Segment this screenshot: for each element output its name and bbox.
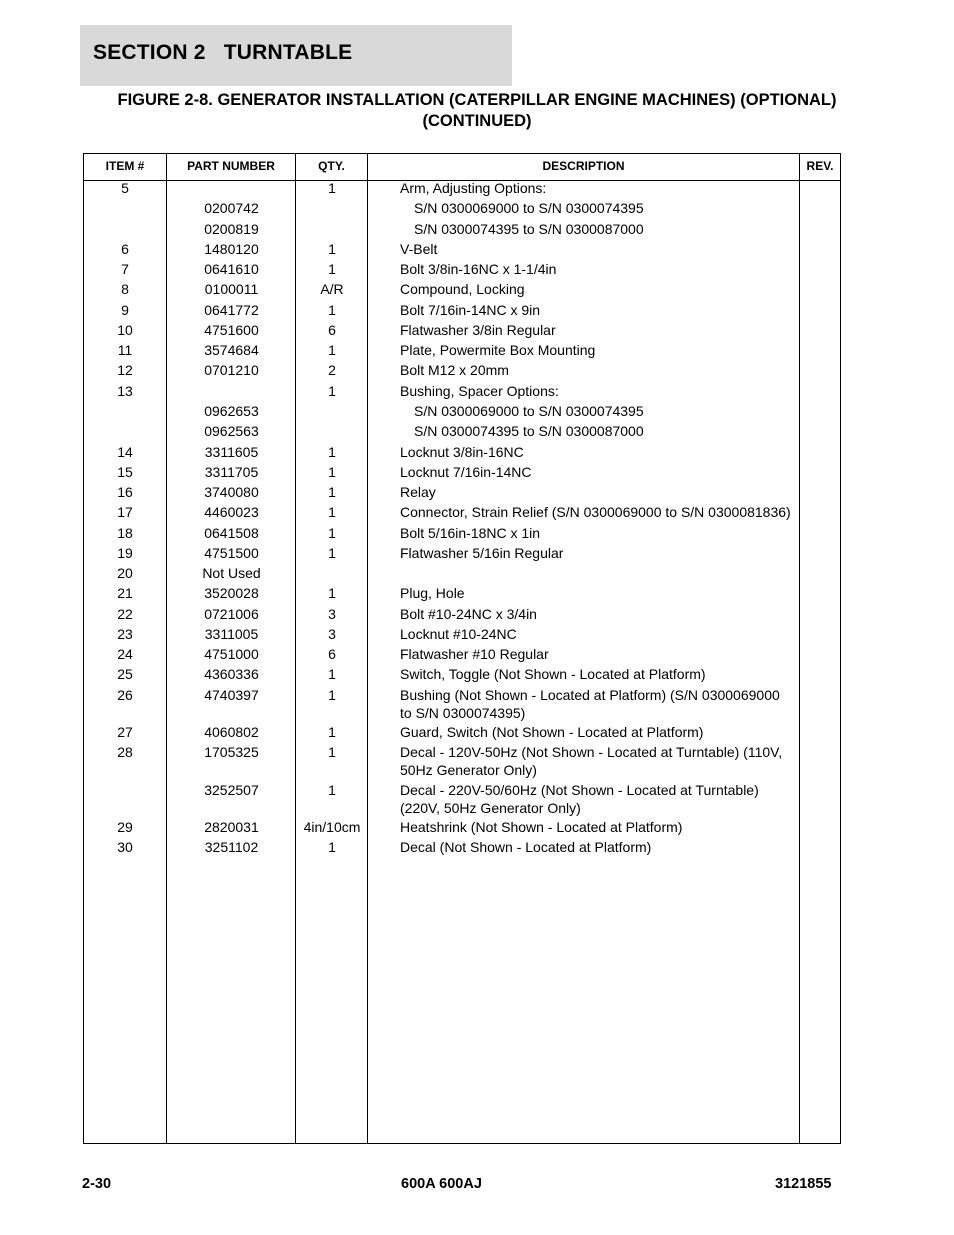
- item-number-cell: 24: [117, 646, 133, 662]
- description-cell: Locknut #10-24NC: [400, 626, 517, 642]
- part-number-cell: 4751500: [204, 545, 259, 561]
- part-number-cell: 4751600: [204, 322, 259, 338]
- header-part-number: PART NUMBER: [187, 159, 275, 173]
- qty-cell: 1: [328, 504, 336, 520]
- item-number-cell: 7: [121, 261, 129, 277]
- description-cell: Bolt 3/8in-16NC x 1-1/4in: [400, 261, 557, 277]
- part-number-cell: 0100011: [204, 281, 259, 297]
- part-number-cell: 4751000: [204, 646, 259, 662]
- qty-cell: 1: [328, 241, 336, 257]
- qty-cell: 1: [328, 342, 336, 358]
- description-cell: Compound, Locking: [400, 281, 525, 297]
- description-cell: Flatwasher 5/16in Regular: [400, 545, 564, 561]
- part-number-cell: 3520028: [204, 585, 259, 601]
- part-number-cell: 0641508: [204, 525, 259, 541]
- part-number-cell: 4360336: [204, 666, 259, 682]
- item-number-cell: 29: [117, 819, 133, 835]
- item-number-cell: 25: [117, 666, 133, 682]
- description-cell: Arm, Adjusting Options:: [400, 180, 547, 196]
- figure-title-line2: (CONTINUED): [422, 112, 532, 130]
- qty-cell: 1: [328, 525, 336, 541]
- part-number-cell: 0701210: [204, 362, 259, 378]
- qty-cell: 1: [328, 180, 336, 196]
- description-cell: Guard, Switch (Not Shown - Located at Platform): [400, 724, 704, 740]
- part-number-cell: 1705325: [204, 744, 259, 760]
- description-cell: Relay: [400, 484, 436, 500]
- header-rev: REV.: [806, 159, 834, 173]
- header-description: DESCRIPTION: [542, 159, 625, 173]
- model-name: 600A 600AJ: [401, 1176, 482, 1192]
- qty-cell: 4in/10cm: [303, 819, 361, 835]
- item-number-cell: 28: [117, 744, 133, 760]
- header-qty: QTY.: [318, 159, 345, 173]
- page-number: 2-30: [82, 1176, 112, 1192]
- part-number-cell: 0962653: [204, 403, 259, 419]
- table-header-row: [84, 154, 840, 181]
- item-number-cell: 6: [121, 241, 129, 257]
- part-number-cell: 3252507: [204, 782, 259, 798]
- item-number-cell: 16: [117, 484, 133, 500]
- qty-cell: A/R: [320, 281, 344, 297]
- part-number-cell: 0200819: [204, 221, 259, 237]
- part-number-cell: 3311005: [204, 626, 259, 642]
- item-number-cell: 30: [117, 839, 133, 855]
- item-number-cell: 26: [117, 687, 133, 703]
- qty-cell: 1: [328, 744, 336, 760]
- description-cell: Decal (Not Shown - Located at Platform): [400, 839, 652, 855]
- description-cell: Heatshrink (Not Shown - Located at Platform): [400, 819, 683, 835]
- description-cell: S/N 0300074395 to S/N 0300087000: [414, 423, 644, 439]
- description-cell: Flatwasher #10 Regular: [400, 646, 549, 662]
- item-number-cell: 5: [121, 180, 129, 196]
- part-number-cell: 3574684: [204, 342, 259, 358]
- description-cell: Bushing (Not Shown - Located at Platform) (S/N 0300069000 to S/N 0300074395): [400, 687, 780, 721]
- description-cell: S/N 0300069000 to S/N 0300074395: [414, 200, 644, 216]
- description-cell: Bolt M12 x 20mm: [400, 362, 509, 378]
- qty-cell: 1: [328, 545, 336, 561]
- item-number-cell: 11: [117, 342, 133, 358]
- qty-cell: 1: [328, 724, 336, 740]
- part-number-cell: 4460023: [204, 504, 259, 520]
- description-cell: Locknut 7/16in-14NC: [400, 464, 532, 480]
- qty-cell: 6: [328, 322, 336, 338]
- description-cell: Decal - 220V-50/60Hz (Not Shown - Located at Turntable) (220V, 50Hz Generator Only): [400, 782, 759, 816]
- qty-cell: 1: [328, 484, 336, 500]
- item-number-cell: 17: [117, 504, 133, 520]
- qty-cell: 3: [328, 606, 336, 622]
- item-number-cell: 27: [117, 724, 133, 740]
- description-cell: Bushing, Spacer Options:: [400, 383, 559, 399]
- part-number-cell: 0200742: [204, 200, 259, 216]
- description-cell: Connector, Strain Relief (S/N 0300069000 to S/N 0300081836): [400, 504, 791, 520]
- qty-cell: 6: [328, 646, 336, 662]
- qty-cell: 1: [328, 585, 336, 601]
- description-cell: Switch, Toggle (Not Shown - Located at Platform): [400, 666, 706, 682]
- part-number-cell: 4740397: [204, 687, 259, 703]
- qty-cell: 1: [328, 782, 336, 798]
- qty-cell: 1: [328, 444, 336, 460]
- qty-cell: 1: [328, 464, 336, 480]
- item-number-cell: 9: [121, 302, 129, 318]
- description-cell: Decal - 120V-50Hz (Not Shown - Located at Turntable) (110V, 50Hz Generator Only): [400, 744, 783, 778]
- description-cell: Locknut 3/8in-16NC: [400, 444, 524, 460]
- description-cell: S/N 0300074395 to S/N 0300087000: [414, 221, 644, 237]
- part-number-cell: 0641772: [204, 302, 259, 318]
- qty-cell: 3: [328, 626, 336, 642]
- part-number-cell: 1480120: [204, 241, 259, 257]
- qty-cell: 1: [328, 383, 336, 399]
- item-number-cell: 23: [117, 626, 133, 642]
- section-title: SECTION 2 TURNTABLE: [93, 41, 353, 64]
- figure-title-line1: FIGURE 2-8. GENERATOR INSTALLATION (CATERPILLAR ENGINE MACHINES) (OPTIONAL): [117, 91, 837, 109]
- description-cell: Flatwasher 3/8in Regular: [400, 322, 556, 338]
- qty-cell: 1: [328, 687, 336, 703]
- item-number-cell: 12: [117, 362, 133, 378]
- part-number-cell: 4060802: [204, 724, 259, 740]
- part-number-cell: Not Used: [202, 565, 261, 581]
- item-number-cell: 19: [117, 545, 133, 561]
- parts-table: [83, 153, 841, 1144]
- description-cell: Plate, Powermite Box Mounting: [400, 342, 596, 358]
- section-header: [80, 25, 512, 86]
- item-number-cell: 15: [117, 464, 133, 480]
- part-number-cell: 0962563: [204, 423, 259, 439]
- part-number-cell: 3740080: [204, 484, 259, 500]
- item-number-cell: 21: [117, 585, 133, 601]
- header-item: ITEM #: [105, 159, 145, 173]
- item-number-cell: 10: [117, 322, 133, 338]
- figure-title: [80, 90, 874, 132]
- qty-cell: 1: [328, 839, 336, 855]
- description-cell: Bolt 5/16in-18NC x 1in: [400, 525, 541, 541]
- description-cell: Bolt 7/16in-14NC x 9in: [400, 302, 541, 318]
- part-number-cell: 0641610: [204, 261, 259, 277]
- item-number-cell: 8: [121, 281, 129, 297]
- description-cell: Bolt #10-24NC x 3/4in: [400, 606, 537, 622]
- description-cell: V-Belt: [400, 241, 438, 257]
- qty-cell: 2: [328, 362, 336, 378]
- qty-cell: 1: [328, 666, 336, 682]
- item-number-cell: 14: [117, 444, 133, 460]
- document-number: 3121855: [775, 1176, 832, 1192]
- column-divider: [799, 154, 800, 1143]
- part-number-cell: 0721006: [204, 606, 259, 622]
- description-cell: Plug, Hole: [400, 585, 465, 601]
- part-number-cell: 2820031: [204, 819, 259, 835]
- qty-cell: 1: [328, 302, 336, 318]
- part-number-cell: 3251102: [204, 839, 259, 855]
- item-number-cell: 18: [117, 525, 133, 541]
- item-number-cell: 20: [117, 565, 133, 581]
- item-number-cell: 22: [117, 606, 133, 622]
- item-number-cell: 13: [117, 383, 133, 399]
- part-number-cell: 3311605: [204, 444, 259, 460]
- part-number-cell: 3311705: [204, 464, 259, 480]
- qty-cell: 1: [328, 261, 336, 277]
- description-cell: S/N 0300069000 to S/N 0300074395: [414, 403, 644, 419]
